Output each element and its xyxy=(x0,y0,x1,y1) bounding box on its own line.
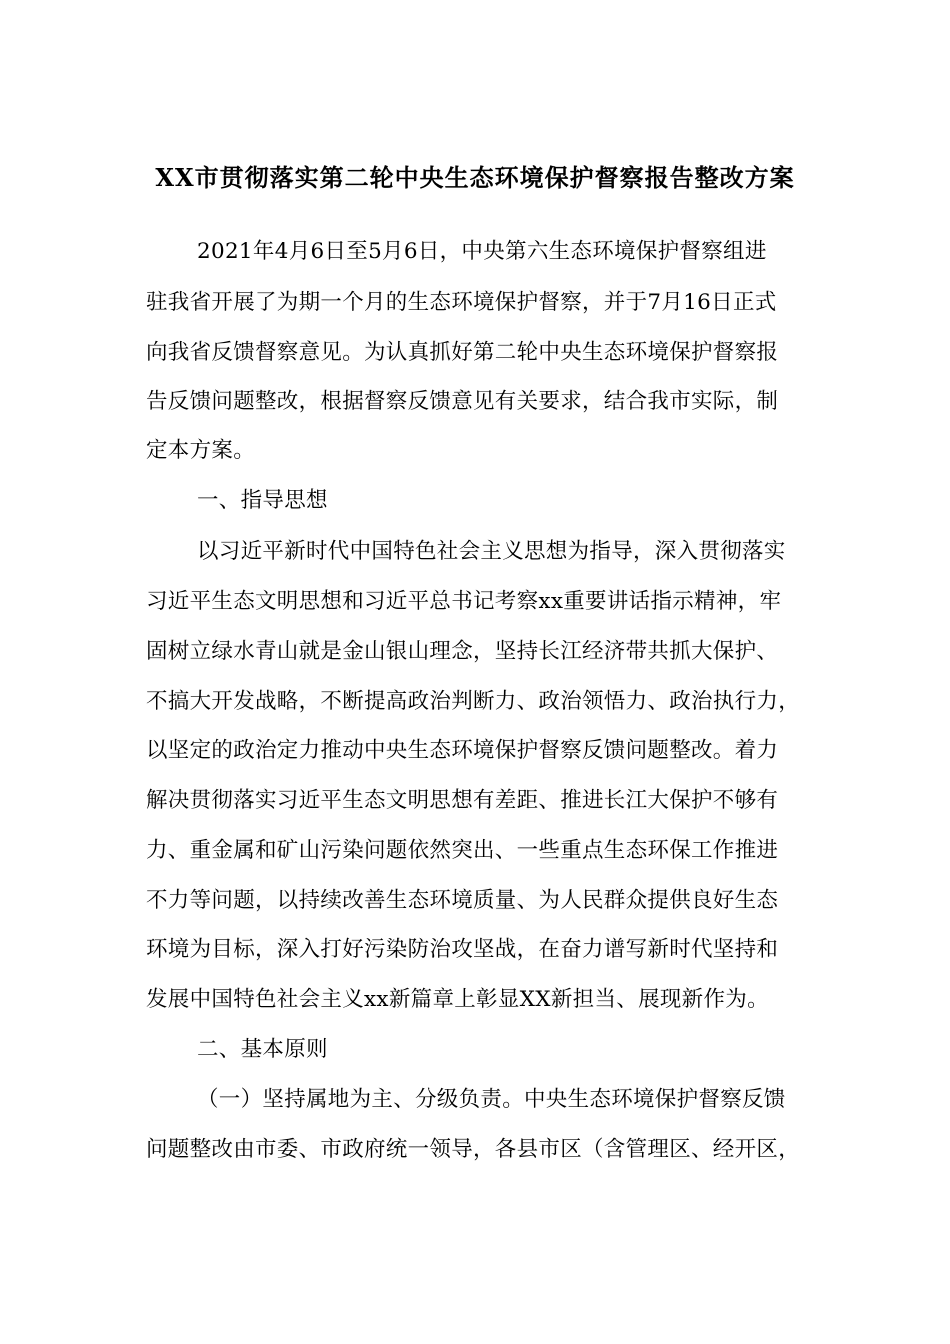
body-line: 解决贯彻落实习近平生态文明思想有差距、推进长江大保护不够有 xyxy=(146,788,779,813)
body-line: 驻我省开展了为期一个月的生态环境保护督察，并于7月16日正式 xyxy=(146,290,777,315)
body-line: 不力等问题，以持续改善生态环境质量、为人民群众提供良好生态 xyxy=(146,888,779,913)
body-line: 固树立绿水青山就是金山银山理念，坚持长江经济带共抓大保护、 xyxy=(146,639,779,664)
body-line: 发展中国特色社会主义xx新篇章上彰显XX新担当、展现新作为。 xyxy=(146,987,769,1012)
body-line: 2021年4月6日至5月6日，中央第六生态环境保护督察组进 xyxy=(197,239,767,264)
body-line: 不搞大开发战略，不断提高政治判断力、政治领悟力、政治执行力， xyxy=(146,689,801,714)
body-line: 习近平生态文明思想和习近平总书记考察xx重要讲话指示精神，牢 xyxy=(146,589,782,614)
body-line: 告反馈问题整改，根据督察反馈意见有关要求，结合我市实际，制 xyxy=(146,389,779,414)
body-line: 力、重金属和矿山污染问题依然突出、一些重点生态环保工作推进 xyxy=(146,838,779,863)
body-line: 向我省反馈督察意见。为认真抓好第二轮中央生态环境保护督察报 xyxy=(146,340,779,365)
document-title: XX市贯彻落实第二轮中央生态环境保护督察报告整改方案 xyxy=(155,163,795,192)
section-heading: 二、基本原则 xyxy=(197,1037,328,1062)
body-line: 定本方案。 xyxy=(146,438,256,463)
body-line: 以习近平新时代中国特色社会主义思想为指导，深入贯彻落实 xyxy=(197,539,786,564)
body-line: （一）坚持属地为主、分级负责。中央生态环境保护督察反馈 xyxy=(197,1087,786,1112)
body-line: 问题整改由市委、市政府统一领导，各县市区（含管理区、经开区， xyxy=(146,1137,801,1162)
body-line: 环境为目标，深入打好污染防治攻坚战，在奋力谱写新时代坚持和 xyxy=(146,937,779,962)
section-heading: 一、指导思想 xyxy=(197,488,328,513)
body-line: 以坚定的政治定力推动中央生态环境保护督察反馈问题整改。着力 xyxy=(146,738,779,763)
